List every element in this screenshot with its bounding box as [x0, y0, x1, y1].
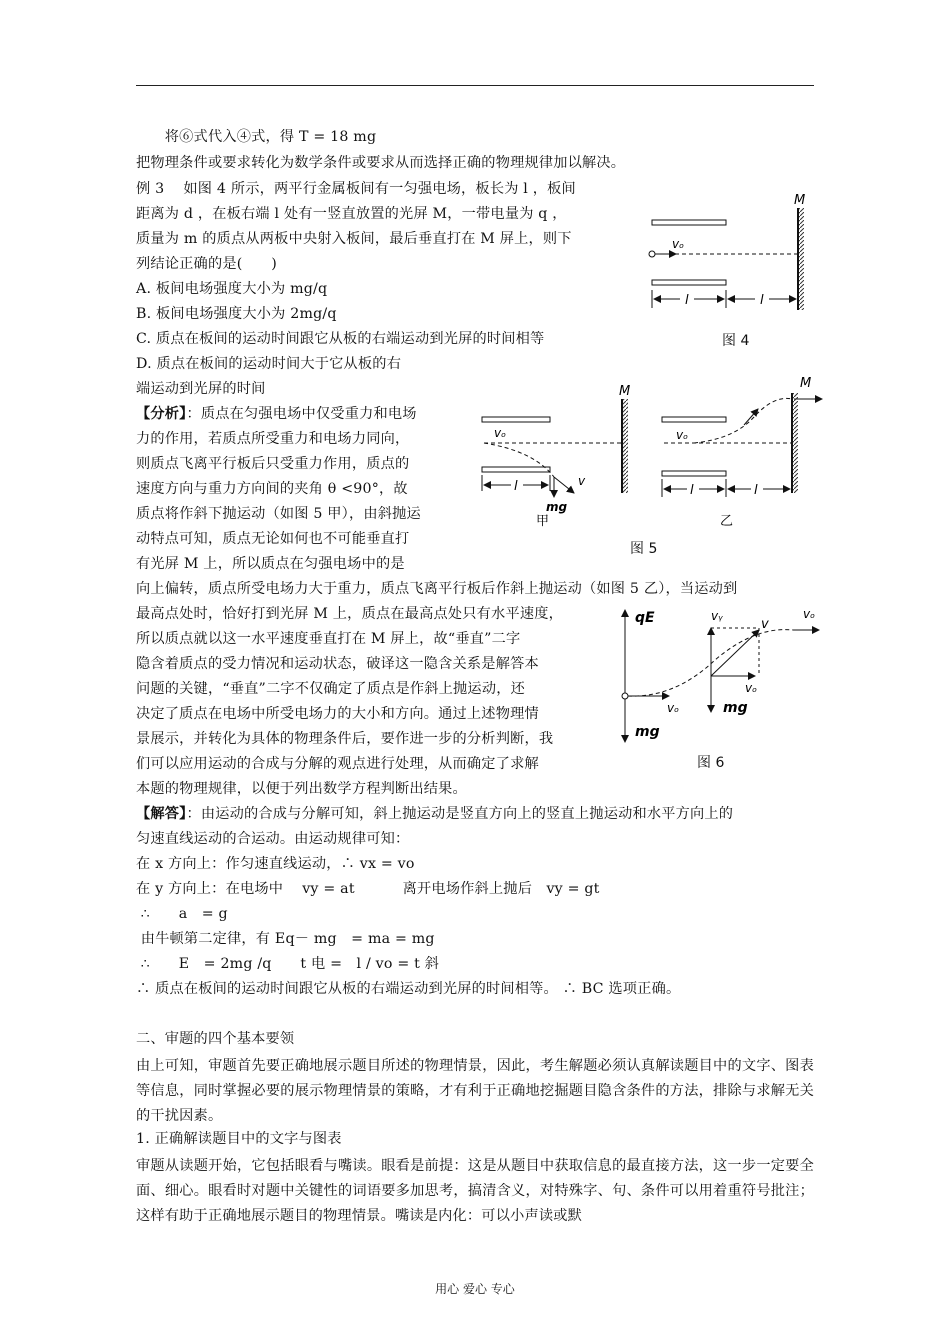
v-arrow [711, 630, 759, 676]
text-line: 质量为 m 的质点从两板中央射入板间，最后垂直打在 M 屏上，则下 [136, 231, 572, 247]
text-line: 景展示，并转化为具体的物理条件后，要作进一步的分析判断，我 [136, 731, 554, 747]
text-line: 所以质点就以这一水平速度垂直打在 M 屏上，故“垂直”二字 [136, 631, 521, 647]
equation-line: ∴ a = g [136, 906, 228, 922]
page-footer: 用心 爱心 专心 [435, 1282, 515, 1296]
upper-plate [662, 417, 726, 422]
subsection-heading: 1. 正确解读题目中的文字与图表 [136, 1131, 342, 1147]
l-label: l [514, 479, 518, 494]
text-line: 端运动到光屏的时间 [136, 381, 266, 397]
paragraph: 由上可知，审题首先要正确地展示题目所述的物理情景，因此，考生解题必须认真解读题目中的文字、图表等信息，同时掌握必要的展示物理情景的策略，才有利于正确地挖掘题目隐含条件的方法，排除与求解无关的干扰因素。 [136, 1058, 814, 1124]
analysis-label: 【分析】 [136, 406, 187, 422]
text-line: 动特点可知，质点无论如何也不可能垂直打 [136, 531, 410, 547]
equation-line: ∴ E = 2mg /q t 电 = l / vo = t 斜 [136, 956, 440, 972]
vy-label: vᵧ [711, 609, 723, 623]
text-span: ：质点在匀强电场中仅受重力和电场 [186, 406, 417, 422]
text-line: 们可以应用运动的合成与分解的观点进行处理，从而确定了求解 [136, 756, 539, 772]
l-label: l [685, 293, 689, 308]
text-line: 决定了质点在电场中所受电场力的大小和方向。通过上述物理情 [136, 706, 539, 722]
v0-label: vₒ [803, 607, 816, 621]
v0-label: vₒ [745, 681, 758, 695]
option-a: A. 板间电场强度大小为 mg/q [136, 281, 328, 297]
l-label: l [754, 483, 758, 498]
text-line: 例 3 如图 4 所示，两平行金属板间有一匀强电场，板长为 l ，板间 [136, 181, 576, 197]
velocity-arrow [554, 477, 574, 493]
equation-line: 在 y 方向上：在电场中 vy = at 离开电场作斜上抛后 vy = gt [136, 881, 600, 897]
v0-label: vₒ [667, 701, 680, 715]
particle [649, 251, 655, 257]
figure-4-caption: 图 4 [722, 333, 750, 349]
equation-line: 由牛顿第二定律，有 Eq－ mg = ma = mg [136, 931, 435, 947]
l-label: l [760, 293, 764, 308]
v0-label: vₒ [494, 426, 507, 440]
conclusion-line: ∴ 质点在板间的运动时间跟它从板的右端运动到光屏的时间相等。 ∴ BC 选项正确。 [136, 981, 681, 997]
yi-label: 乙 [720, 514, 734, 529]
figure-5 [474, 373, 834, 533]
qE-label: qE [635, 610, 655, 626]
mg-label: mg [635, 724, 660, 740]
text-line: 本题的物理规律，以便于列出数学方程判断出结果。 [136, 781, 467, 797]
upper-plate [482, 417, 550, 422]
M-label: M [794, 193, 806, 208]
velocity-arrow [744, 409, 758, 425]
lower-plate [652, 280, 726, 285]
M-label: M [619, 384, 631, 399]
text-line: 距离为 d ，在板右端 l 处有一竖直放置的光屏 M，一带电量为 q ， [136, 206, 567, 222]
screen-hatch [799, 208, 804, 310]
figure-6-caption: 图 6 [697, 755, 725, 771]
header-rule [136, 85, 814, 86]
text-span: ：由运动的合成与分解可知，斜上抛运动是竖直方向上的竖直上抛运动和水平方向上的 [186, 806, 734, 822]
figure-6 [615, 600, 830, 750]
text-line: 速度方向与重力方向间的夹角 θ <90°，故 [136, 481, 408, 497]
v0-label: vₒ [676, 428, 689, 442]
text-line: 将⑥式代入④式，得 T = 18 mg [136, 129, 377, 145]
option-b: B. 板间电场强度大小为 2mg/q [136, 306, 337, 322]
upper-plate [652, 220, 726, 225]
text-line: 质点将作斜下抛运动（如图 5 甲），由斜抛运 [136, 506, 421, 522]
figure-4 [640, 188, 820, 318]
equation-line: 在 x 方向上：作匀速直线运动，∴ vx = vo [136, 856, 415, 872]
text-line: 把物理条件或要求转化为数学条件或要求从而选择正确的物理规律加以解决。 [136, 155, 626, 171]
text-line: 则质点飞离平行板后只受重力作用，质点的 [136, 456, 410, 472]
text-line: 力的作用，若质点所受重力和电场力同向， [136, 431, 410, 447]
v-label: v [578, 474, 586, 488]
text-line: 向上偏转，质点所受电场力大于重力，质点飞离平行板后作斜上抛运动（如图 5 乙），当运动到 [136, 581, 738, 597]
option-d: D. 质点在板间的运动时间大于它从板的右 [136, 356, 402, 372]
text-line: 匀速直线运动的合运动。由运动规律可知： [136, 831, 410, 847]
l-label: l [690, 483, 694, 498]
paragraph: 审题从读题开始，它包括眼看与嘴读。眼看是前提：这是从题目中获取信息的最直接方法，这一步一定要全面、细心。眼看时对题中关键性的词语要多加思考，搞清含义，对特殊字、句、条件可以用着重符号批注；这样有助于正确地展示题目的物理情景。嘴读是内化：可以小声读或默 [136, 1158, 814, 1224]
option-c: C. 质点在板间的运动时间跟它从板的右端运动到光屏的时间相等 [136, 331, 545, 347]
figure-5-caption: 图 5 [630, 541, 658, 557]
answer-label: 【解答】 [136, 806, 187, 822]
text-line: 列结论正确的是( ) [136, 256, 277, 272]
lower-plate [662, 471, 726, 476]
mg-label: mg [546, 500, 568, 514]
v0-label: vₒ [672, 237, 685, 251]
text-line: 隐含着质点的受力情况和运动状态，破译这一隐含关系是解答本 [136, 656, 539, 672]
answer-heading-line [136, 804, 733, 824]
analysis-heading-line [136, 404, 417, 424]
section-heading: 二、审题的四个基本要领 [136, 1031, 295, 1047]
lower-plate [482, 467, 550, 472]
screen-hatch [623, 399, 628, 493]
text-line: 有光屏 M 上，所以质点在匀强电场中的是 [136, 556, 405, 572]
text-line: 最高点处时，恰好打到光屏 M 上，质点在最高点处只有水平速度， [136, 606, 563, 622]
v-label: v [761, 617, 769, 632]
mg-label: mg [723, 700, 748, 716]
jia-label: 甲 [536, 514, 550, 529]
screen-hatch [793, 393, 798, 493]
text-line: 问题的关键，“垂直”二字不仅确定了质点是作斜上抛运动，还 [136, 681, 525, 697]
M-label: M [800, 376, 812, 391]
particle [622, 693, 628, 699]
